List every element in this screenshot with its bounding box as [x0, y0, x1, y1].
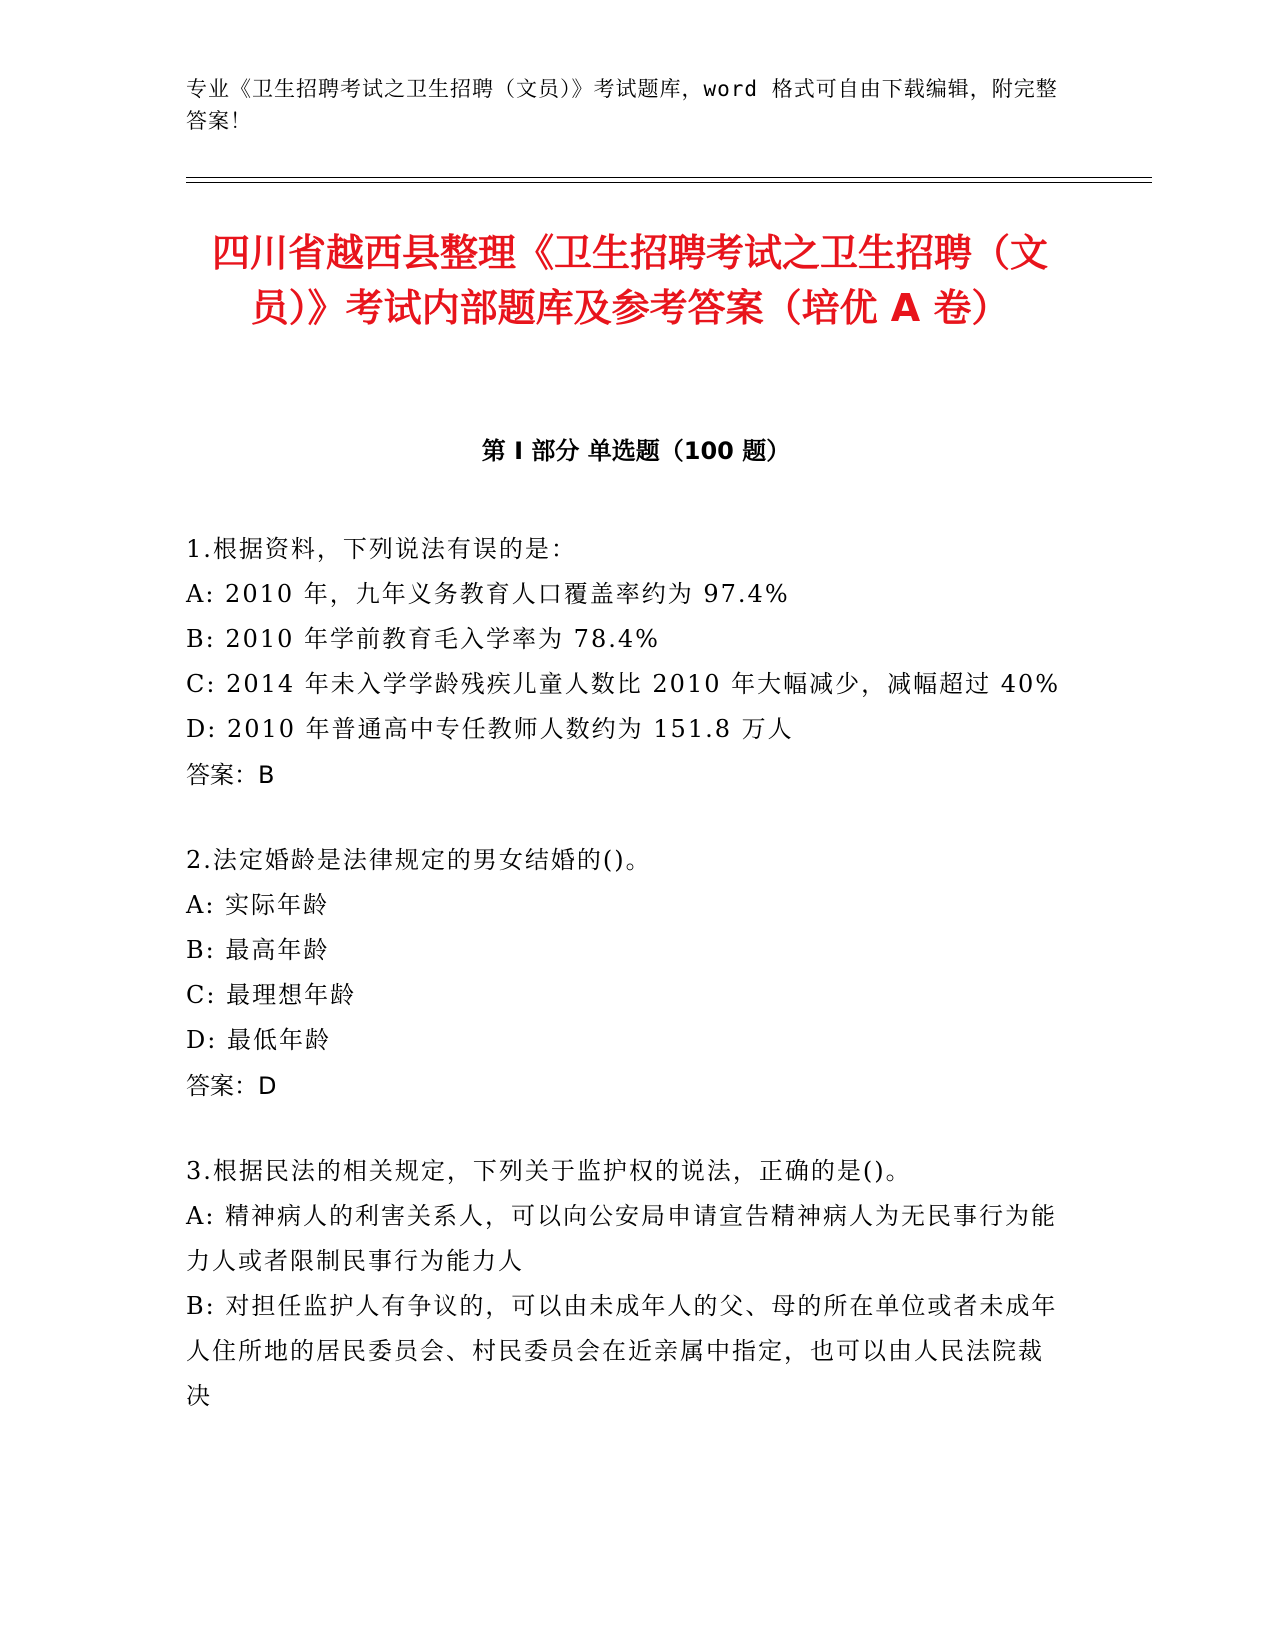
option-b: B: 2010 年学前教育毛入学率为 78.4% [186, 625, 660, 653]
question-stem: 1.根据资料，下列说法有误的是： [186, 535, 577, 563]
header-divider-bottom [186, 182, 1152, 183]
answer: 答案：B [186, 761, 275, 789]
option-a: A: 2010 年，九年义务教育人口覆盖率约为 97.4% [186, 580, 790, 608]
question-stem: 2.法定婚龄是法律规定的男女结婚的()。 [186, 846, 652, 874]
header-note: 专业《卫生招聘考试之卫生招聘（文员）》考试题库，word 格式可自由下载编辑，附完整答案！ [186, 77, 1058, 133]
question-list [186, 527, 1066, 1459]
question-1 [186, 527, 1066, 798]
question-stem: 3.根据民法的相关规定，下列关于监护权的说法，正确的是()。 [186, 1157, 912, 1185]
option-d: D: 2010 年普通高中专任教师人数约为 151.8 万人 [186, 715, 794, 743]
option-d: D: 最低年龄 [186, 1026, 331, 1054]
option-a: A: 精神病人的利害关系人，可以向公安局申请宣告精神病人为无民事行为能力人或者限制民事行为能力人 [186, 1202, 1058, 1275]
answer: 答案：D [186, 1072, 277, 1100]
option-c: C: 最理想年龄 [186, 981, 357, 1009]
option-c: C: 2014 年未入学学龄残疾儿童人数比 2010 年大幅减少，减幅超过 40% [186, 670, 1061, 698]
option-b: B: 对担任监护人有争议的，可以由未成年人的父、母的所在单位或者未成年人住所地的居民委员会、村民委员会在近亲属中指定，也可以由人民法院裁决 [186, 1292, 1058, 1410]
section-title: 第 I 部分 单选题（100 题） [481, 437, 791, 465]
header-divider-top [186, 177, 1152, 178]
option-b: B: 最高年龄 [186, 936, 330, 964]
question-2 [186, 838, 1066, 1109]
question-3 [186, 1149, 1066, 1419]
document-title: 四川省越西县整理《卫生招聘考试之卫生招聘（文员）》考试内部题库及参考答案（培优 A 卷） [211, 231, 1048, 330]
option-a: A: 实际年龄 [186, 891, 330, 919]
